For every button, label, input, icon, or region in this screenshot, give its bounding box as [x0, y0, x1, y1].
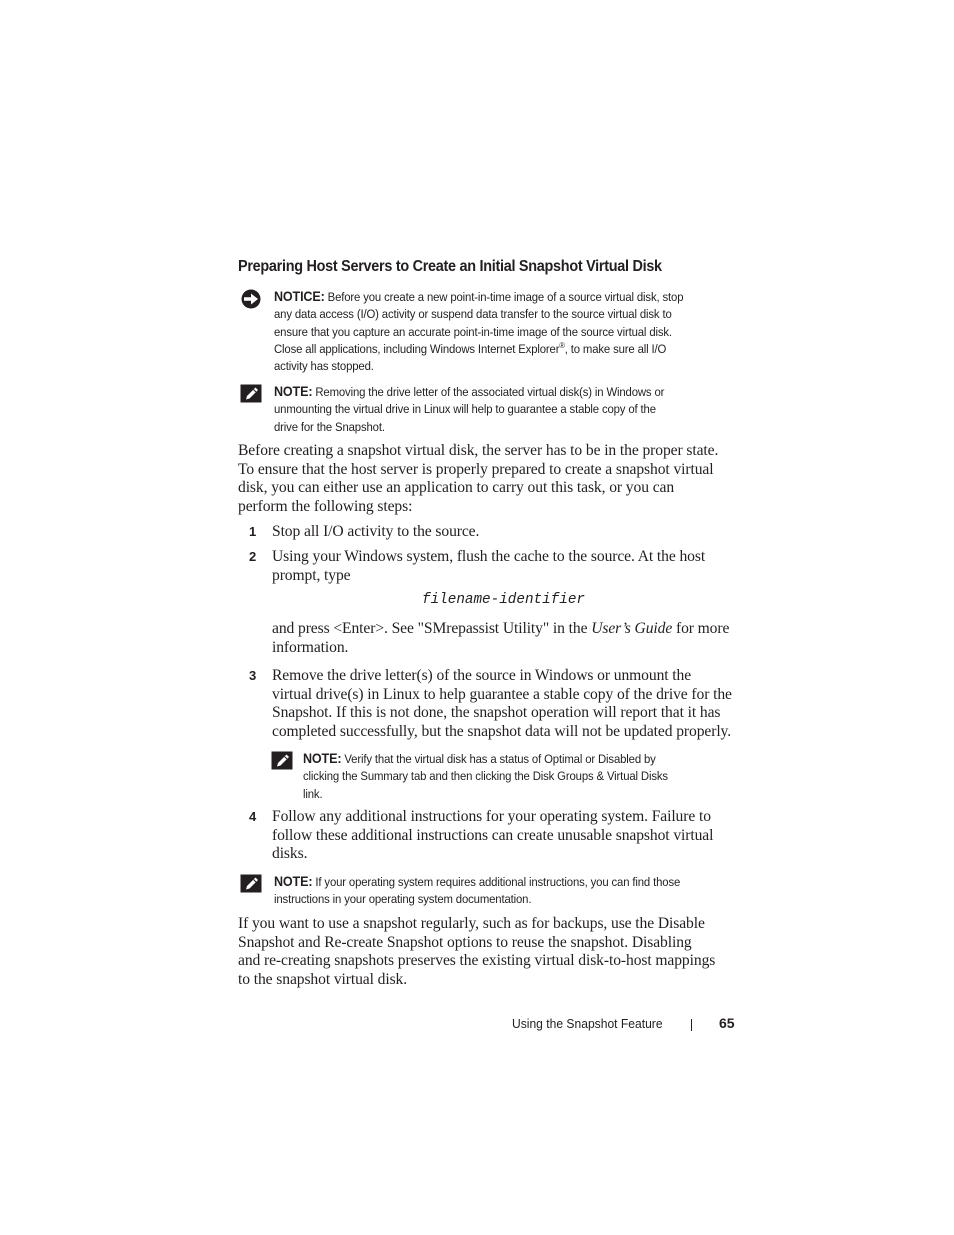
step-line: information. — [272, 638, 349, 656]
paragraph-line: to the snapshot virtual disk. — [238, 971, 408, 989]
registered-mark: ® — [559, 340, 565, 350]
guide-title: User’s Guide — [591, 620, 673, 637]
note-line: Verify that the virtual disk has a status of Optimal or Disabled by — [344, 752, 656, 766]
note-text — [274, 383, 711, 436]
notice-label: NOTICE: — [274, 289, 325, 304]
note-label: NOTE: — [274, 874, 313, 889]
intro-paragraph — [238, 442, 758, 517]
note-block — [240, 383, 760, 437]
step-text — [272, 808, 752, 864]
step-text — [272, 523, 752, 542]
paragraph-line: disk, you can either use an application to carry out this task, or you can — [238, 479, 675, 497]
paragraph-line: Before creating a snapshot virtual disk, the server has to be in the proper state. — [238, 442, 719, 459]
notice-line: Close all applications, including Windows Internet Explorer — [274, 341, 560, 356]
note-pencil-icon — [240, 384, 264, 404]
step-line: completed successfully, but the snapshot data will not be updated properly. — [272, 723, 732, 741]
paragraph-line: and re-creating snapshots preserves the existing virtual disk-to-host mappings — [238, 952, 716, 970]
notice-line: , to make sure all I/O — [564, 341, 667, 356]
notice-text — [274, 288, 711, 375]
notice-block — [240, 288, 760, 378]
note-label: NOTE: — [303, 751, 342, 766]
step-text — [272, 667, 752, 742]
notice-line: ensure that you capture an accurate point-in-time image of the source virtual disk. — [274, 324, 672, 339]
step-line: Remove the drive letter(s) of the source in Windows or unmount the — [272, 667, 692, 684]
step-line: disks. — [272, 845, 308, 863]
section-title: Preparing Host Servers to Create an Initial Snapshot Virtual Disk — [238, 258, 662, 275]
footer-chapter-title: Using the Snapshot Feature — [512, 1016, 663, 1031]
step-line: and press <Enter>. See "SMrepassist Utility" in the — [272, 620, 592, 637]
notice-line: any data access (I/O) activity or suspend data transfer to the source virtual disk to — [274, 307, 672, 322]
note-line: If your operating system requires additional instructions, you can find those — [315, 875, 681, 889]
page-number: 65 — [719, 1015, 735, 1031]
note-text — [274, 873, 711, 909]
note-line: drive for the Snapshot. — [274, 419, 385, 434]
paragraph-line: Snapshot and Re-create Snapshot options to reuse the snapshot. Disabling — [238, 933, 692, 951]
note-label: NOTE: — [274, 384, 313, 399]
note-line: unmounting the virtual drive in Linux will help to guarantee a stable copy of the — [274, 402, 656, 417]
note-block — [240, 873, 760, 909]
footer-divider — [691, 1019, 692, 1031]
note-line: link. — [303, 786, 323, 801]
note-line: Removing the drive letter of the associated virtual disk(s) in Windows or — [315, 385, 665, 399]
notice-arrow-icon — [240, 289, 264, 309]
step-line: Snapshot. If this is not done, the snapshot operation will report that it has — [272, 704, 721, 722]
step-line: prompt, type — [272, 566, 351, 584]
note-block — [271, 750, 751, 804]
step-text — [272, 620, 752, 657]
step-number: 4 — [249, 809, 257, 824]
step-number: 3 — [249, 668, 257, 683]
step-line: Follow any additional instructions for your operating system. Failure to — [272, 808, 711, 825]
notice-line: activity has stopped. — [274, 359, 374, 374]
step-number: 1 — [249, 524, 257, 539]
note-text — [303, 750, 712, 803]
note-pencil-icon — [271, 751, 295, 771]
note-pencil-icon — [240, 874, 264, 894]
step-text — [272, 548, 752, 585]
note-line: instructions in your operating system documentation. — [274, 892, 532, 907]
closing-paragraph — [238, 915, 758, 990]
notice-line: Before you create a new point-in-time image of a source virtual disk, stop — [327, 290, 684, 304]
command-text: filename-identifier — [422, 592, 586, 608]
paragraph-line: perform the following steps: — [238, 498, 413, 516]
step-line: Stop all I/O activity to the source. — [272, 523, 480, 540]
step-line: Using your Windows system, flush the cache to the source. At the host — [272, 548, 706, 565]
paragraph-line: To ensure that the host server is properly prepared to create a snapshot virtual — [238, 460, 714, 478]
step-line: follow these additional instructions can create unusable snapshot virtual — [272, 826, 714, 844]
paragraph-line: If you want to use a snapshot regularly, such as for backups, use the Disable — [238, 915, 705, 932]
step-number: 2 — [249, 549, 257, 564]
step-line: virtual drive(s) in Linux to help guarantee a stable copy of the drive for the — [272, 685, 732, 703]
step-line: for more — [672, 620, 730, 637]
note-line: clicking the Summary tab and then clicking the Disk Groups & Virtual Disks — [303, 769, 668, 784]
